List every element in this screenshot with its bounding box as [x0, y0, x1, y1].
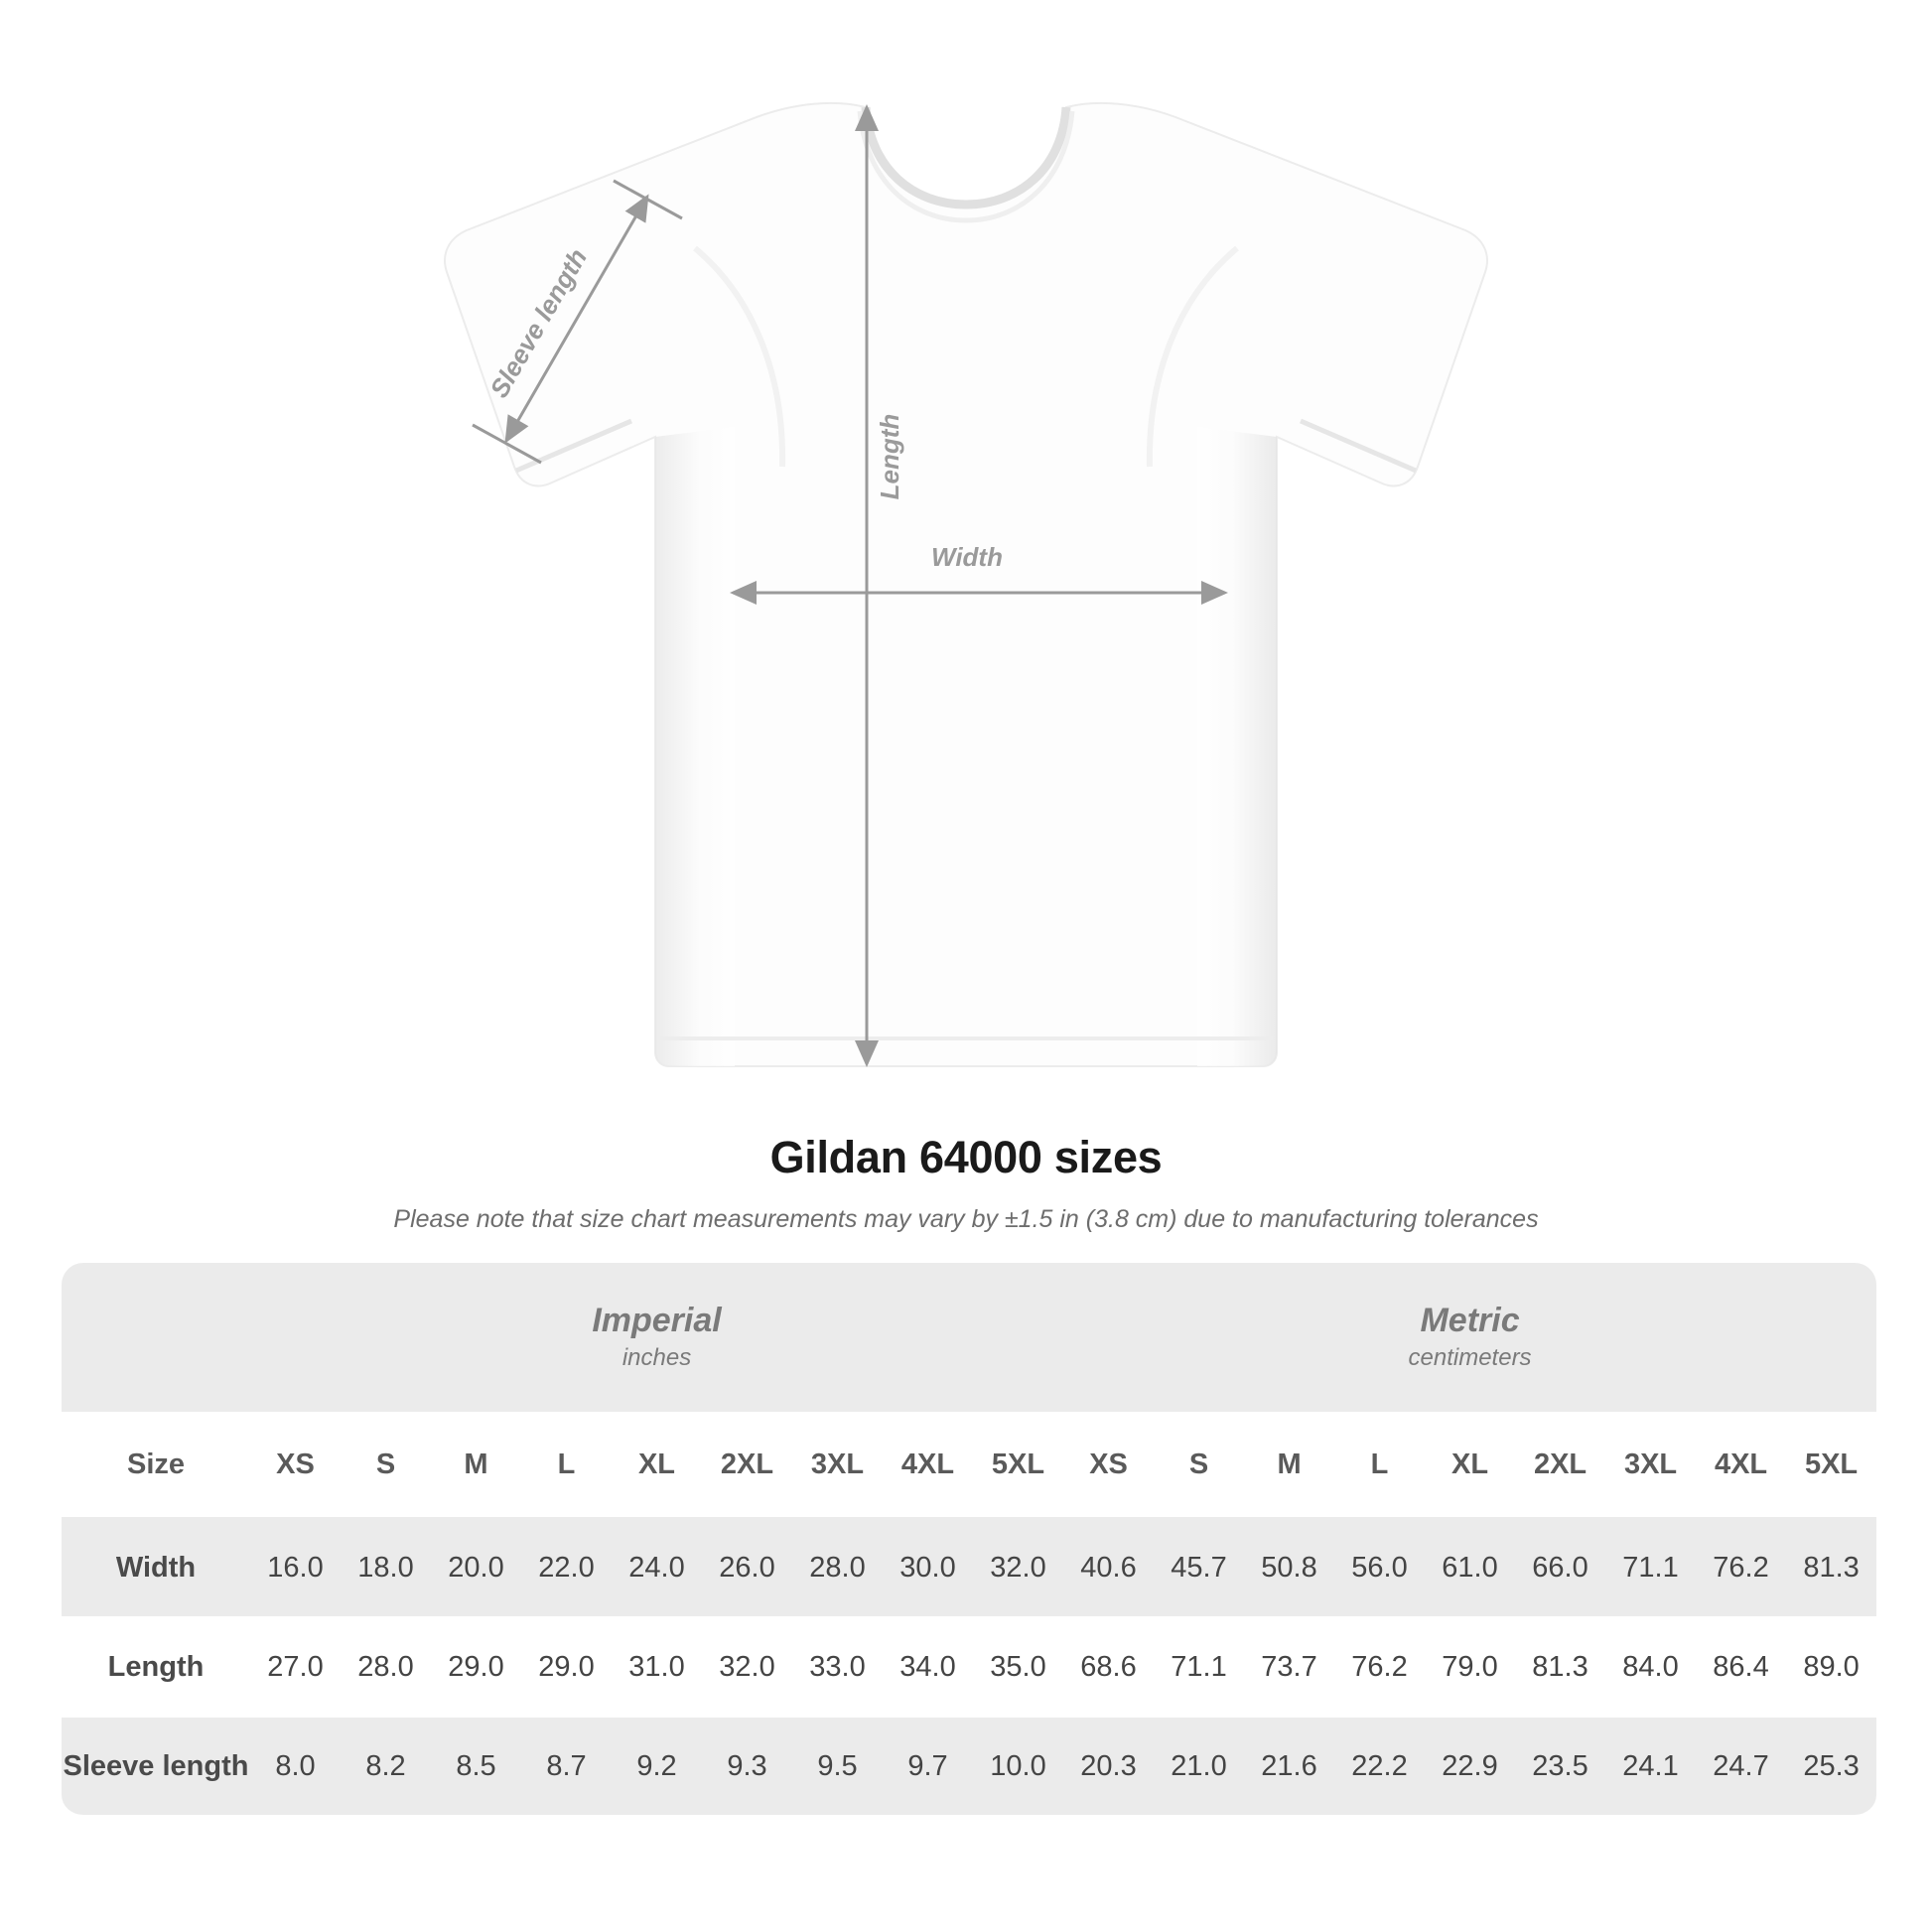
tshirt-shape — [445, 103, 1487, 1066]
unit-header-imperial — [250, 1263, 1063, 1412]
cell-value: 8.0 — [250, 1718, 341, 1817]
size-header-cell: 4XL — [1696, 1412, 1786, 1519]
cell-value: 20.0 — [431, 1519, 521, 1618]
cell-value: 56.0 — [1334, 1519, 1425, 1618]
cell-value: 32.0 — [702, 1618, 792, 1718]
unit-header-row — [62, 1263, 1876, 1412]
label-width: Width — [931, 542, 1003, 572]
cell-value: 27.0 — [250, 1618, 341, 1718]
cell-value: 18.0 — [341, 1519, 431, 1618]
cell-value: 28.0 — [792, 1519, 883, 1618]
cell-value: 31.0 — [612, 1618, 702, 1718]
cell-value: 86.4 — [1696, 1618, 1786, 1718]
unit-header-spacer — [62, 1263, 250, 1412]
cell-value: 20.3 — [1063, 1718, 1154, 1817]
cell-value: 9.7 — [883, 1718, 973, 1817]
cell-value: 21.0 — [1154, 1718, 1244, 1817]
size-header-cell: 5XL — [1786, 1412, 1876, 1519]
cell-value: 34.0 — [883, 1618, 973, 1718]
size-header-cell: L — [1334, 1412, 1425, 1519]
row-label-width: Width — [62, 1519, 250, 1618]
cell-value: 8.7 — [521, 1718, 612, 1817]
cell-value: 33.0 — [792, 1618, 883, 1718]
cell-value: 40.6 — [1063, 1519, 1154, 1618]
size-header-cell: M — [431, 1412, 521, 1519]
cell-value: 9.2 — [612, 1718, 702, 1817]
unit-header-metric — [1063, 1263, 1876, 1412]
tolerance-note: Please note that size chart measurements may vary by ±1.5 in (3.8 cm) due to manufacturing tolerances — [393, 1205, 1539, 1233]
unit-metric-name: Metric — [1420, 1301, 1520, 1339]
unit-imperial-name: Imperial — [592, 1301, 722, 1339]
cell-value: 22.0 — [521, 1519, 612, 1618]
size-header-cell: XS — [250, 1412, 341, 1519]
size-header-cell: 3XL — [1605, 1412, 1696, 1519]
cell-value: 66.0 — [1515, 1519, 1605, 1618]
size-header-cell: 5XL — [973, 1412, 1063, 1519]
cell-value: 81.3 — [1786, 1519, 1876, 1618]
size-table-wrapper — [62, 1263, 1870, 1817]
page-title: Gildan 64000 sizes — [769, 1132, 1163, 1182]
table-row — [62, 1718, 1876, 1817]
size-header-cell: 2XL — [1515, 1412, 1605, 1519]
table-row — [62, 1519, 1876, 1618]
cell-value: 9.3 — [702, 1718, 792, 1817]
cell-value: 73.7 — [1244, 1618, 1334, 1718]
cell-value: 84.0 — [1605, 1618, 1696, 1718]
size-header-cell: XS — [1063, 1412, 1154, 1519]
cell-value: 28.0 — [341, 1618, 431, 1718]
cell-value: 10.0 — [973, 1718, 1063, 1817]
cell-value: 25.3 — [1786, 1718, 1876, 1817]
cell-value: 50.8 — [1244, 1519, 1334, 1618]
size-table — [62, 1263, 1876, 1817]
cell-value: 61.0 — [1425, 1519, 1515, 1618]
heading-block — [0, 1132, 1932, 1234]
table-row — [62, 1618, 1876, 1718]
cell-value: 21.6 — [1244, 1718, 1334, 1817]
row-label-length: Length — [62, 1618, 250, 1718]
size-header-cell: S — [1154, 1412, 1244, 1519]
cell-value: 81.3 — [1515, 1618, 1605, 1718]
cell-value: 24.0 — [612, 1519, 702, 1618]
cell-value: 76.2 — [1334, 1618, 1425, 1718]
cell-value: 45.7 — [1154, 1519, 1244, 1618]
unit-imperial-sub: inches — [621, 1344, 692, 1372]
cell-value: 29.0 — [431, 1618, 521, 1718]
size-header-label: Size — [62, 1412, 250, 1519]
label-sleeve-length: Sleeve length — [483, 243, 594, 403]
cell-value: 30.0 — [883, 1519, 973, 1618]
size-header-cell: L — [521, 1412, 612, 1519]
size-header-row — [62, 1412, 1876, 1519]
cell-value: 24.1 — [1605, 1718, 1696, 1817]
cell-value: 22.9 — [1425, 1718, 1515, 1817]
cell-value: 8.5 — [431, 1718, 521, 1817]
cell-value: 26.0 — [702, 1519, 792, 1618]
size-header-cell: XL — [1425, 1412, 1515, 1519]
label-length: Length — [875, 413, 904, 500]
cell-value: 79.0 — [1425, 1618, 1515, 1718]
cell-value: 71.1 — [1154, 1618, 1244, 1718]
cell-value: 24.7 — [1696, 1718, 1786, 1817]
cell-value: 9.5 — [792, 1718, 883, 1817]
cell-value: 8.2 — [341, 1718, 431, 1817]
cell-value: 29.0 — [521, 1618, 612, 1718]
cell-value: 32.0 — [973, 1519, 1063, 1618]
cell-value: 23.5 — [1515, 1718, 1605, 1817]
size-header-cell: 4XL — [883, 1412, 973, 1519]
unit-metric-sub: centimeters — [1408, 1344, 1532, 1372]
row-label-sleeve-length: Sleeve length — [62, 1718, 250, 1817]
cell-value: 71.1 — [1605, 1519, 1696, 1618]
size-header-cell: M — [1244, 1412, 1334, 1519]
size-header-cell: 2XL — [702, 1412, 792, 1519]
cell-value: 35.0 — [973, 1618, 1063, 1718]
size-header-cell: XL — [612, 1412, 702, 1519]
size-header-cell: S — [341, 1412, 431, 1519]
size-header-cell: 3XL — [792, 1412, 883, 1519]
cell-value: 89.0 — [1786, 1618, 1876, 1718]
cell-value: 16.0 — [250, 1519, 341, 1618]
cell-value: 68.6 — [1063, 1618, 1154, 1718]
cell-value: 76.2 — [1696, 1519, 1786, 1618]
cell-value: 22.2 — [1334, 1718, 1425, 1817]
